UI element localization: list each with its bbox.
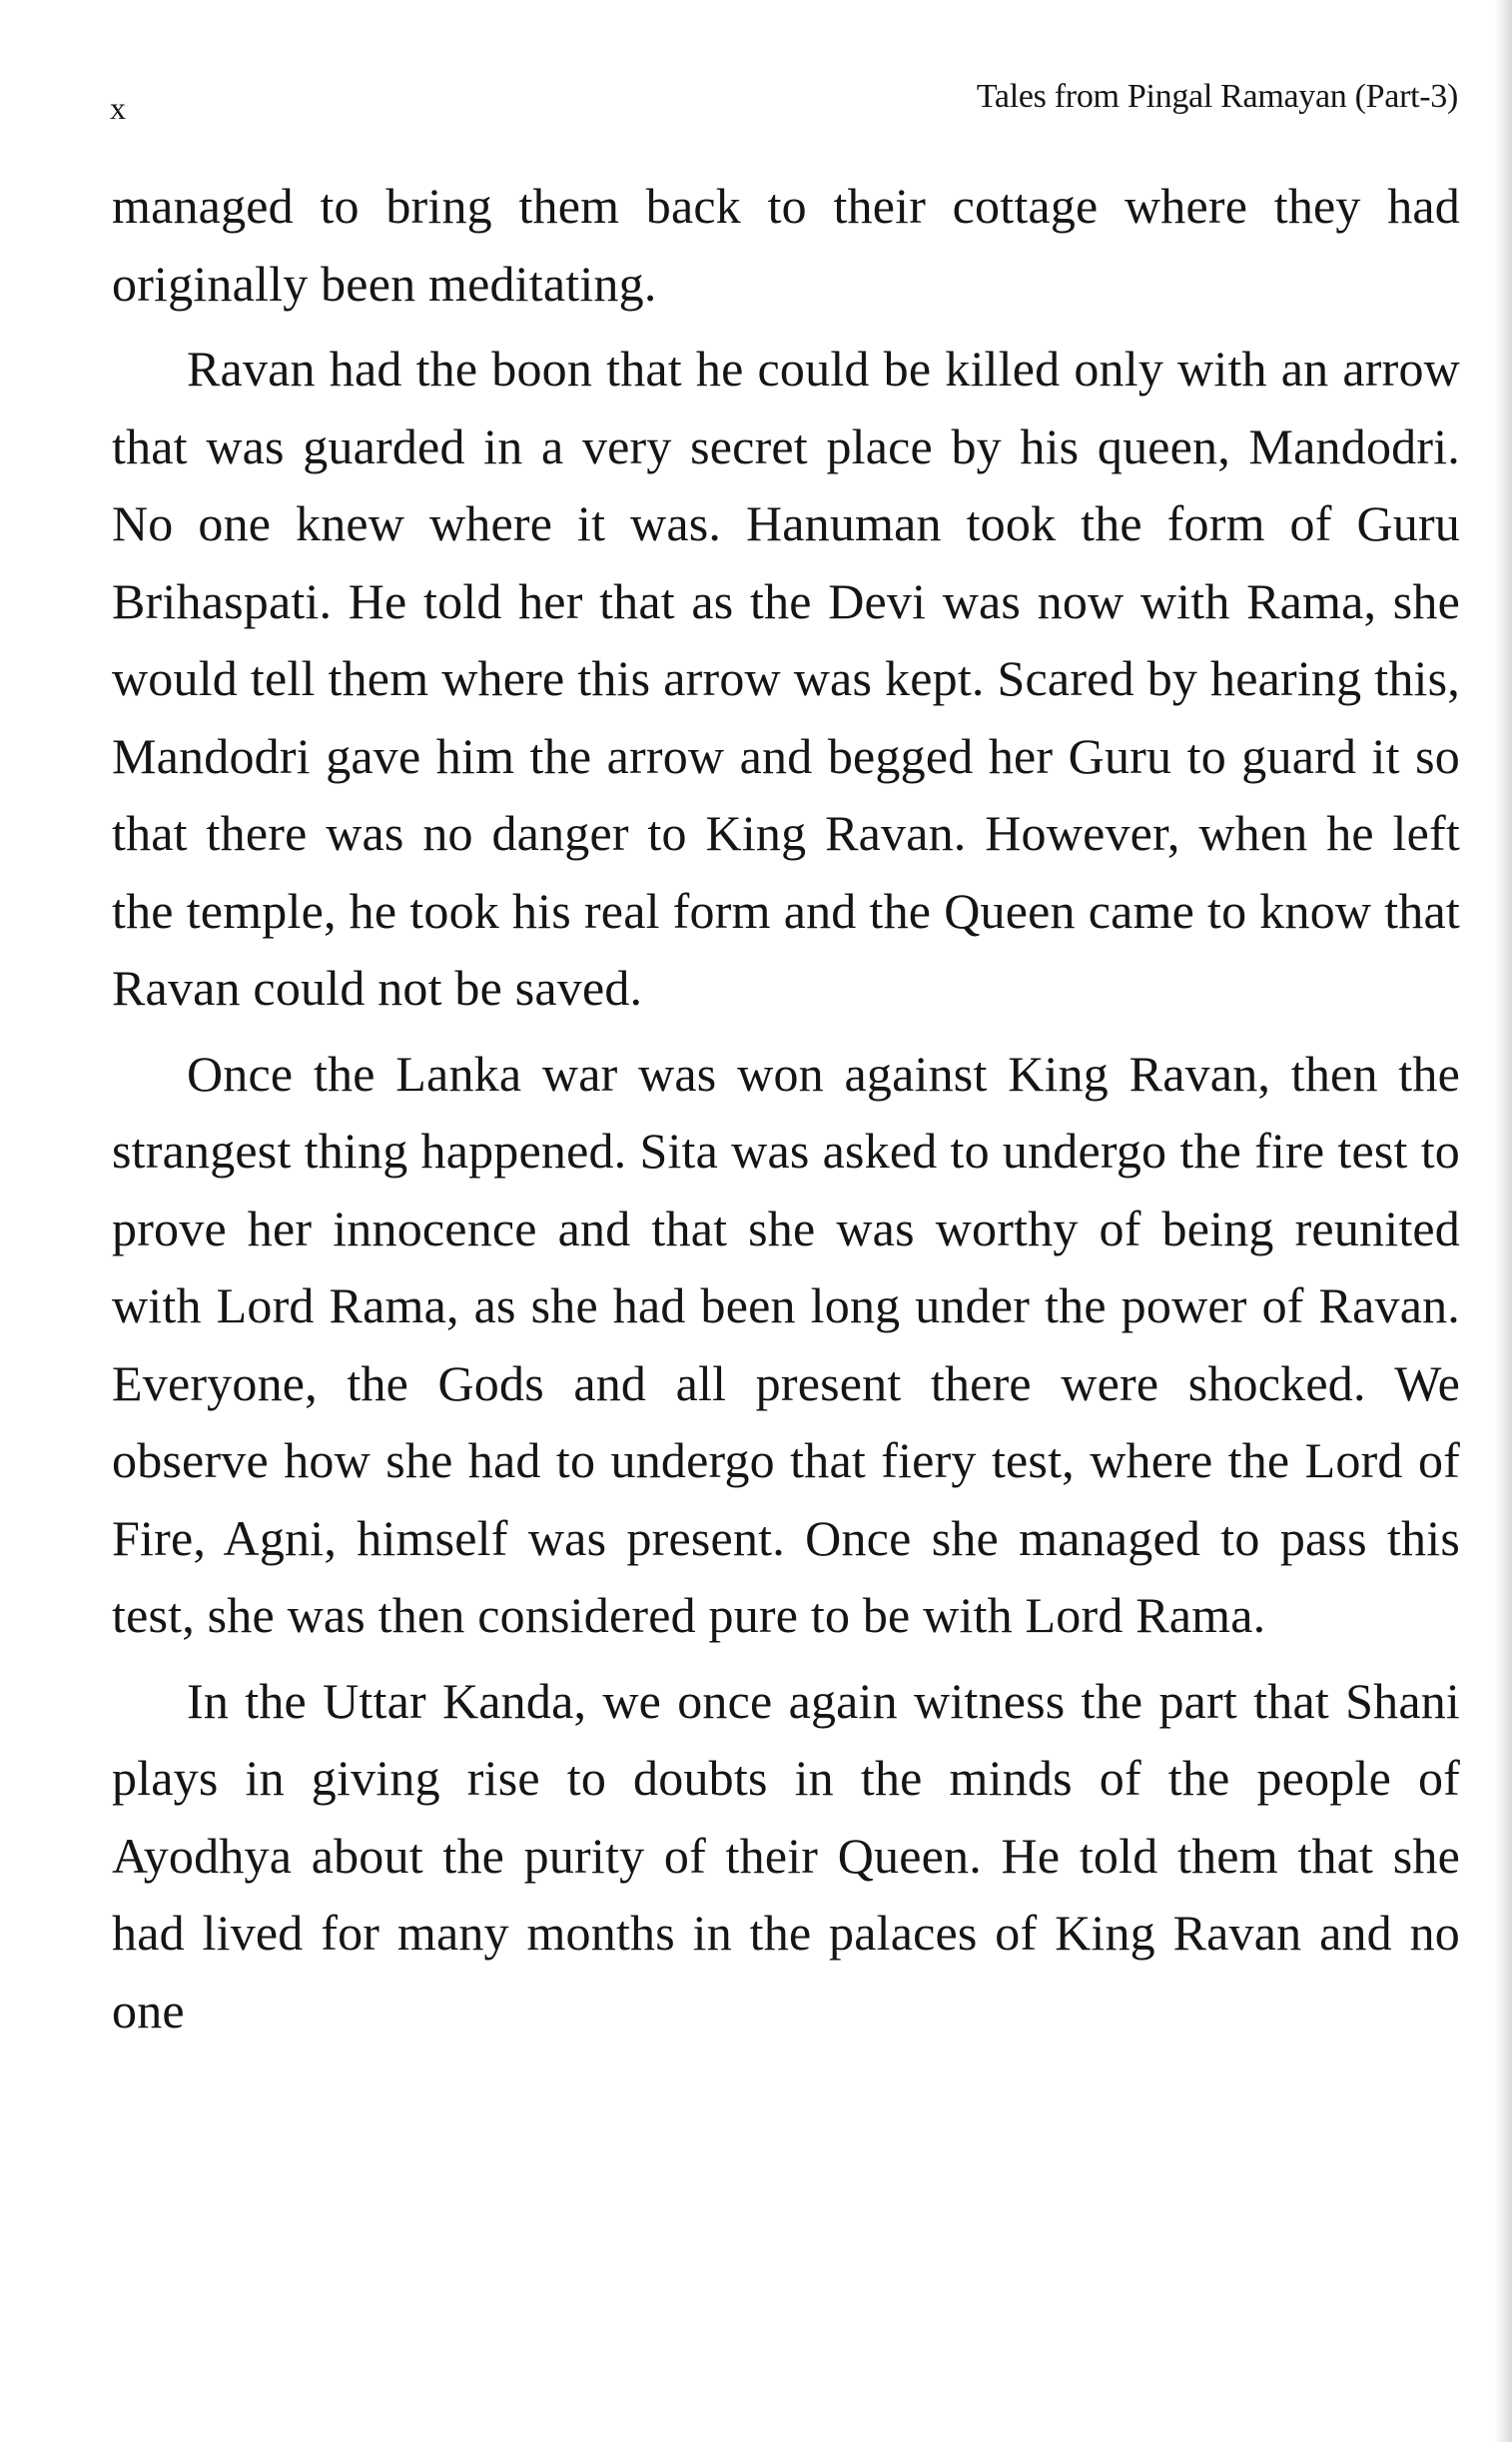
paragraph-uttar-kanda: In the Uttar Kanda, we once again witness the part that Shani plays in giving rise to doubts in the minds of the people of Ayodhya about the purity of their Queen. He told them that she had lived for many months in the palaces of King Ravan and no one (112, 1672, 1460, 2038)
page-header (110, 78, 1458, 128)
page-body (112, 168, 1460, 2057)
page-edge-shadow (1494, 0, 1512, 2442)
paragraph-continuation: managed to bring them back to their cottage where they had originally been meditating. (112, 178, 1460, 312)
running-title: Tales from Pingal Ramayan (Part-3) (976, 78, 1458, 115)
page-number: x (110, 90, 126, 126)
paragraph-fire-test: Once the Lanka war was won against King Ravan, then the strangest thing happened. Sita was asked to undergo the fire test to prove her innocence and that she was worthy of being reunited with Lord Rama, as she had been long under the power of Ravan. Everyone, the Gods and all present there were shocked. We observe how she had to undergo that fiery test, where the Lord of Fire, Agni, himself was present. Once she managed to pass this test, she was then considered pure to be with Lord Rama. (112, 1045, 1460, 1643)
paragraph-ravan-boon: Ravan had the boon that he could be killed only with an arrow that was guarded in a very secret place by his queen, Mandodri. No one knew where it was. Hanuman took the form of Guru Brihaspati. He told her that as the Devi was now with Rama, she would tell them where this arrow was kept. Scared by hearing this, Mandodri gave him the arrow and begged her Guru to guard it so that there was no danger to King Ravan. However, when he left the temple, he took his real form and the Queen came to know that Ravan could not be saved. (112, 341, 1460, 1016)
